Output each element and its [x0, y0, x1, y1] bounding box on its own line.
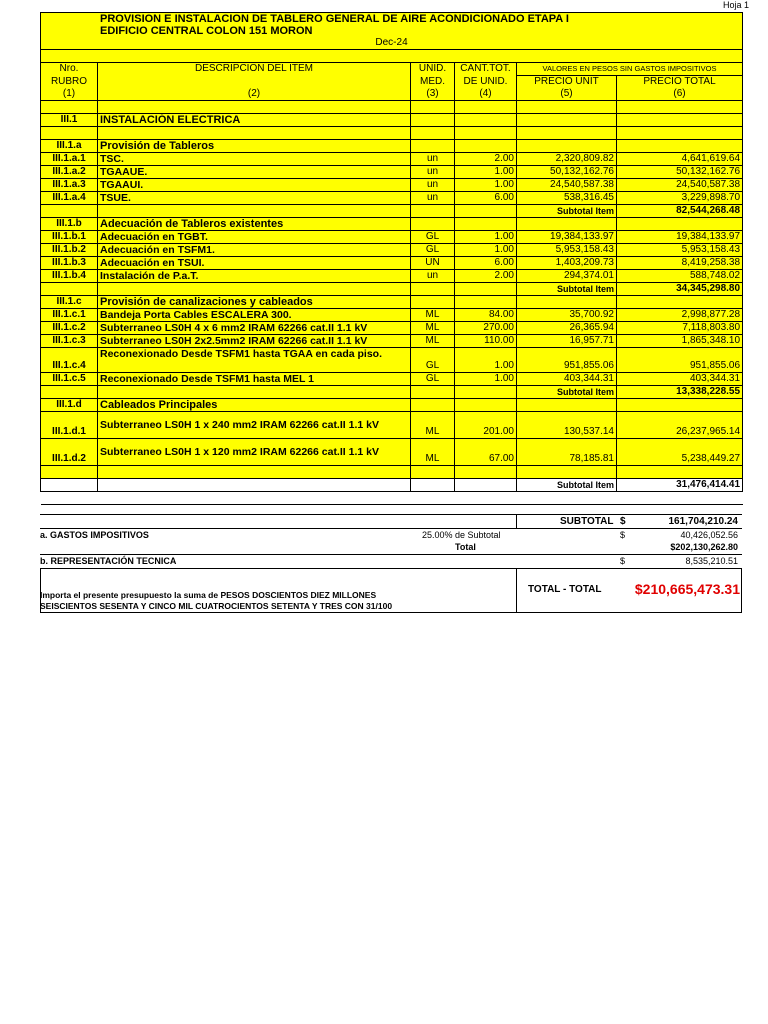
item-unit-price: 951,855.06: [517, 348, 617, 373]
item-description: Provisión de canalizaciones y cableados: [98, 296, 411, 309]
empty-cell: [41, 466, 98, 479]
item-total-price: 403,344.31: [617, 373, 743, 386]
item-unit: UN: [411, 257, 455, 270]
item-total-price: 3,229,898.70: [617, 192, 743, 205]
item-unit-price: 26,365.94: [517, 322, 617, 335]
empty-cell: [41, 479, 98, 492]
empty-cell: [517, 218, 617, 231]
item-total-price: 26,237,965.14: [617, 412, 743, 439]
group-row: [41, 399, 743, 412]
empty-cell: [617, 399, 743, 412]
item-description: Subterraneo LS0H 2x2.5mm2 IRAM 62266 cat.II 1.1 kV: [98, 335, 411, 348]
empty-cell: [411, 101, 455, 114]
item-row: [41, 153, 743, 166]
item-code: III.1.c.3: [41, 335, 98, 348]
sheet-label: Hoja 1: [722, 0, 749, 10]
empty-cell: [455, 205, 517, 218]
item-description: Instalación de P.a.T.: [98, 270, 411, 283]
empty-cell: [411, 218, 455, 231]
item-description: TGAAUE.: [98, 166, 411, 179]
empty-cell: [98, 479, 411, 492]
item-unit-price: 538,316.45: [517, 192, 617, 205]
header-rubro: RUBRO: [41, 76, 98, 89]
empty-cell: [41, 101, 98, 114]
item-description: Adecuación de Tableros existentes: [98, 218, 411, 231]
empty-cell: [411, 479, 455, 492]
item-code: III.1.c.4: [41, 348, 98, 373]
empty-cell: [455, 140, 517, 153]
item-unit: ML: [411, 309, 455, 322]
item-quantity: 2.00: [455, 270, 517, 283]
header-valores: VALORES EN PESOS SIN GASTOS IMPOSITIVOS: [517, 63, 743, 76]
header-med: MED.: [411, 76, 455, 89]
subtotal-value: 82,544,268.48: [617, 205, 743, 218]
empty-cell: [411, 205, 455, 218]
item-unit-price: 2,320,809.82: [517, 153, 617, 166]
item-unit-price: 19,384,133.97: [517, 231, 617, 244]
blank-row: [41, 127, 743, 140]
group-row: [41, 296, 743, 309]
empty-cell: [41, 205, 98, 218]
empty-cell: [98, 386, 411, 399]
item-code: III.1.a.2: [41, 166, 98, 179]
subtotal-label: SUBTOTAL: [560, 516, 614, 527]
empty-cell: [411, 466, 455, 479]
empty-cell: [98, 466, 411, 479]
empty-cell: [98, 492, 411, 505]
gastos-percent: 25.00% de Subtotal: [422, 530, 501, 540]
empty-cell: [517, 492, 617, 505]
item-quantity: 6.00: [455, 192, 517, 205]
header-desc: DESCRIPCION DEL ITEM: [98, 63, 411, 76]
item-code: III.1.b.4: [41, 270, 98, 283]
header-num-6: (6): [617, 88, 743, 101]
grand-total-value: $210,665,473.31: [634, 581, 740, 597]
item-total-price: 588,748.02: [617, 270, 743, 283]
group-row: [41, 218, 743, 231]
subtotal-value: 13,338,228.55: [617, 386, 743, 399]
item-unit-price: 130,537.14: [517, 412, 617, 439]
item-quantity: 1.00: [455, 231, 517, 244]
item-quantity: 2.00: [455, 153, 517, 166]
item-row: [41, 412, 743, 439]
item-unit-price: 16,957.71: [517, 335, 617, 348]
group-row: [41, 140, 743, 153]
item-row: [41, 166, 743, 179]
item-row: [41, 270, 743, 283]
gastos-currency: $: [620, 530, 626, 540]
subtotal-row: [41, 283, 743, 296]
item-total-price: 1,865,348.10: [617, 335, 743, 348]
item-unit: un: [411, 192, 455, 205]
item-code: III.1.b.3: [41, 257, 98, 270]
header-cant: CANT.TOT.: [455, 63, 517, 76]
item-code: III.1.d: [41, 399, 98, 412]
empty-cell: [455, 218, 517, 231]
header-num-4: (4): [455, 88, 517, 101]
item-quantity: 110.00: [455, 335, 517, 348]
representacion-label: b. REPRESENTACIÓN TECNICA: [40, 556, 177, 566]
item-code: III.1.b: [41, 218, 98, 231]
empty-cell: [411, 127, 455, 140]
empty-cell: [455, 492, 517, 505]
item-row: [41, 373, 743, 386]
header-num-3: (3): [411, 88, 455, 101]
item-quantity: 1.00: [455, 348, 517, 373]
empty-cell: [41, 283, 98, 296]
subtotal-row: [41, 479, 743, 492]
empty-cell: [98, 127, 411, 140]
empty-cell: [41, 127, 98, 140]
item-description: Reconexionado Desde TSFM1 hasta TGAA en cada piso.: [98, 348, 411, 373]
item-row: [41, 244, 743, 257]
item-description: TSUE.: [98, 192, 411, 205]
item-code: III.1.a.1: [41, 153, 98, 166]
item-row: [41, 179, 743, 192]
blank-row: [41, 466, 743, 479]
item-unit-price: 5,953,158.43: [517, 244, 617, 257]
gastos-value: 40,426,052.56: [680, 530, 738, 540]
item-code: III.1.b.2: [41, 244, 98, 257]
item-code: III.1.c.1: [41, 309, 98, 322]
empty-cell: [617, 101, 743, 114]
item-description: Reconexionado Desde TSFM1 hasta MEL 1: [98, 373, 411, 386]
subtotal-label: Subtotal Item: [517, 386, 617, 399]
subtotal-currency: $: [620, 516, 626, 527]
item-unit-price: 78,185.81: [517, 439, 617, 466]
amount-in-words-line1: Importa el presente presupuesto la suma de PESOS DOSCIENTOS DIEZ MILLONES: [40, 590, 377, 600]
item-unit-price: 35,700.92: [517, 309, 617, 322]
item-unit: GL: [411, 231, 455, 244]
item-description: Bandeja Porta Cables ESCALERA 300.: [98, 309, 411, 322]
item-total-price: 8,419,258.38: [617, 257, 743, 270]
header-num-2: (2): [98, 88, 411, 101]
empty-cell: [411, 296, 455, 309]
item-quantity: 1.00: [455, 373, 517, 386]
item-quantity: 6.00: [455, 257, 517, 270]
item-total-price: 5,953,158.43: [617, 244, 743, 257]
item-unit-price: 403,344.31: [517, 373, 617, 386]
item-description: Subterraneo LS0H 4 x 6 mm2 IRAM 62266 cat.II 1.1 kV: [98, 322, 411, 335]
empty-cell: [517, 140, 617, 153]
item-row: [41, 335, 743, 348]
empty-cell: [411, 114, 455, 127]
item-code: III.1.a: [41, 140, 98, 153]
empty-cell: [455, 127, 517, 140]
empty-cell: [41, 386, 98, 399]
item-code: III.1.d.2: [41, 439, 98, 466]
item-total-price: 4,641,619.64: [617, 153, 743, 166]
header-row-3: [41, 88, 743, 101]
item-unit-price: 1,403,209.73: [517, 257, 617, 270]
empty-cell: [455, 283, 517, 296]
item-description: INSTALACIÓN ELECTRICA: [98, 114, 411, 127]
item-unit: un: [411, 179, 455, 192]
item-description: TGAAUI.: [98, 179, 411, 192]
empty-cell: [411, 399, 455, 412]
subtotal-label: Subtotal Item: [517, 479, 617, 492]
item-code: III.1.d.1: [41, 412, 98, 439]
spacer-row: [41, 50, 743, 63]
empty-cell: [411, 492, 455, 505]
header-row-1: [41, 63, 743, 76]
item-total-price: 5,238,449.27: [617, 439, 743, 466]
empty-cell: [617, 114, 743, 127]
header-precio-unit: PRECIO UNIT: [517, 76, 617, 89]
item-unit: GL: [411, 244, 455, 257]
empty-cell: [617, 218, 743, 231]
header-desc-blank: [98, 76, 411, 89]
subtotal-label: Subtotal Item: [517, 283, 617, 296]
item-total-price: 19,384,133.97: [617, 231, 743, 244]
empty-cell: [617, 466, 743, 479]
empty-cell: [455, 114, 517, 127]
date-row: [41, 37, 743, 50]
item-unit: un: [411, 166, 455, 179]
item-unit: ML: [411, 412, 455, 439]
empty-cell: [455, 386, 517, 399]
empty-cell: [455, 101, 517, 114]
empty-cell: [617, 140, 743, 153]
header-num-5: (5): [517, 88, 617, 101]
item-total-price: 951,855.06: [617, 348, 743, 373]
item-code: III.1.a.3: [41, 179, 98, 192]
empty-cell: [517, 296, 617, 309]
empty-cell: [455, 479, 517, 492]
item-row: [41, 322, 743, 335]
empty-cell: [617, 127, 743, 140]
empty-cell: [411, 140, 455, 153]
budget-table: [40, 12, 743, 505]
item-row: [41, 348, 743, 373]
item-description: Adecuación en TSFM1.: [98, 244, 411, 257]
item-total-price: 24,540,587.38: [617, 179, 743, 192]
subtotal-label: Subtotal Item: [517, 205, 617, 218]
section-row: [41, 114, 743, 127]
item-code: III.1.c: [41, 296, 98, 309]
empty-cell: [617, 492, 743, 505]
representacion-currency: $: [620, 556, 626, 566]
header-unid: UNID.: [411, 63, 455, 76]
empty-cell: [411, 386, 455, 399]
item-unit: ML: [411, 335, 455, 348]
item-total-price: 2,998,877.28: [617, 309, 743, 322]
document-date: Dec-24: [41, 37, 743, 50]
header-num-1: (1): [41, 88, 98, 101]
item-unit: un: [411, 153, 455, 166]
total-label: Total: [455, 542, 476, 552]
empty-cell: [517, 466, 617, 479]
item-unit: ML: [411, 322, 455, 335]
empty-cell: [455, 466, 517, 479]
item-quantity: 201.00: [455, 412, 517, 439]
subtotal-row: [41, 205, 743, 218]
item-code: III.1.c.5: [41, 373, 98, 386]
totals-footer: [40, 514, 742, 613]
empty-cell: [517, 101, 617, 114]
item-quantity: 270.00: [455, 322, 517, 335]
header-row-2: [41, 76, 743, 89]
empty-cell: [617, 296, 743, 309]
item-description: Adecuación en TSUI.: [98, 257, 411, 270]
subtotal-value: 34,345,298.80: [617, 283, 743, 296]
header-precio-total: PRECIO TOTAL: [617, 76, 743, 89]
item-description: Subterraneo LS0H 1 x 120 mm2 IRAM 62266 cat.II 1.1 kV: [98, 439, 411, 466]
item-row: [41, 439, 743, 466]
empty-cell: [98, 101, 411, 114]
item-code: III.1.c.2: [41, 322, 98, 335]
empty-cell: [98, 283, 411, 296]
header-de-unid: DE UNID.: [455, 76, 517, 89]
item-row: [41, 257, 743, 270]
item-code: III.1: [41, 114, 98, 127]
item-quantity: 84.00: [455, 309, 517, 322]
item-quantity: 67.00: [455, 439, 517, 466]
item-description: Subterraneo LS0H 1 x 240 mm2 IRAM 62266 cat.II 1.1 kV: [98, 412, 411, 439]
empty-cell: [411, 283, 455, 296]
amount-in-words-line2: SEISCIENTOS SESENTA Y CINCO MIL CUATROCIENTOS SETENTA Y TRES CON 31/100: [40, 601, 393, 611]
item-unit-price: 294,374.01: [517, 270, 617, 283]
item-unit: GL: [411, 348, 455, 373]
empty-cell: [41, 492, 98, 505]
empty-cell: [517, 114, 617, 127]
item-quantity: 1.00: [455, 179, 517, 192]
blank-row: [41, 101, 743, 114]
empty-cell: [517, 399, 617, 412]
item-description: Cableados Principales: [98, 399, 411, 412]
item-unit-price: 50,132,162.76: [517, 166, 617, 179]
item-code: III.1.b.1: [41, 231, 98, 244]
item-total-price: 50,132,162.76: [617, 166, 743, 179]
subtotal-row: [41, 386, 743, 399]
blank-row: [41, 492, 743, 505]
item-unit: GL: [411, 373, 455, 386]
item-quantity: 1.00: [455, 166, 517, 179]
total-value: $202,130,262.80: [670, 542, 738, 552]
item-code: III.1.a.4: [41, 192, 98, 205]
item-unit-price: 24,540,587.38: [517, 179, 617, 192]
grand-total-label: TOTAL - TOTAL: [528, 584, 602, 595]
empty-cell: [455, 399, 517, 412]
title-row: [41, 13, 743, 38]
item-row: [41, 231, 743, 244]
item-unit: ML: [411, 439, 455, 466]
item-description: Provisión de Tableros: [98, 140, 411, 153]
item-description: Adecuación en TGBT.: [98, 231, 411, 244]
item-unit: un: [411, 270, 455, 283]
item-description: TSC.: [98, 153, 411, 166]
item-quantity: 1.00: [455, 244, 517, 257]
item-row: [41, 309, 743, 322]
subtotal-value: 161,704,210.24: [668, 516, 738, 527]
header-nro: Nro.: [41, 63, 98, 76]
document-title: PROVISION E INSTALACION DE TABLERO GENERAL DE AIRE ACONDICIONADO ETAPA I EDIFICIO CENTRAL COLON 151 MORON: [100, 13, 569, 37]
empty-cell: [98, 205, 411, 218]
subtotal-value: 31,476,414.41: [617, 479, 743, 492]
representacion-value: 8,535,210.51: [685, 556, 738, 566]
empty-cell: [455, 296, 517, 309]
item-row: [41, 192, 743, 205]
empty-cell: [517, 127, 617, 140]
item-total-price: 7,118,803.80: [617, 322, 743, 335]
gastos-label: a. GASTOS IMPOSITIVOS: [40, 530, 149, 540]
